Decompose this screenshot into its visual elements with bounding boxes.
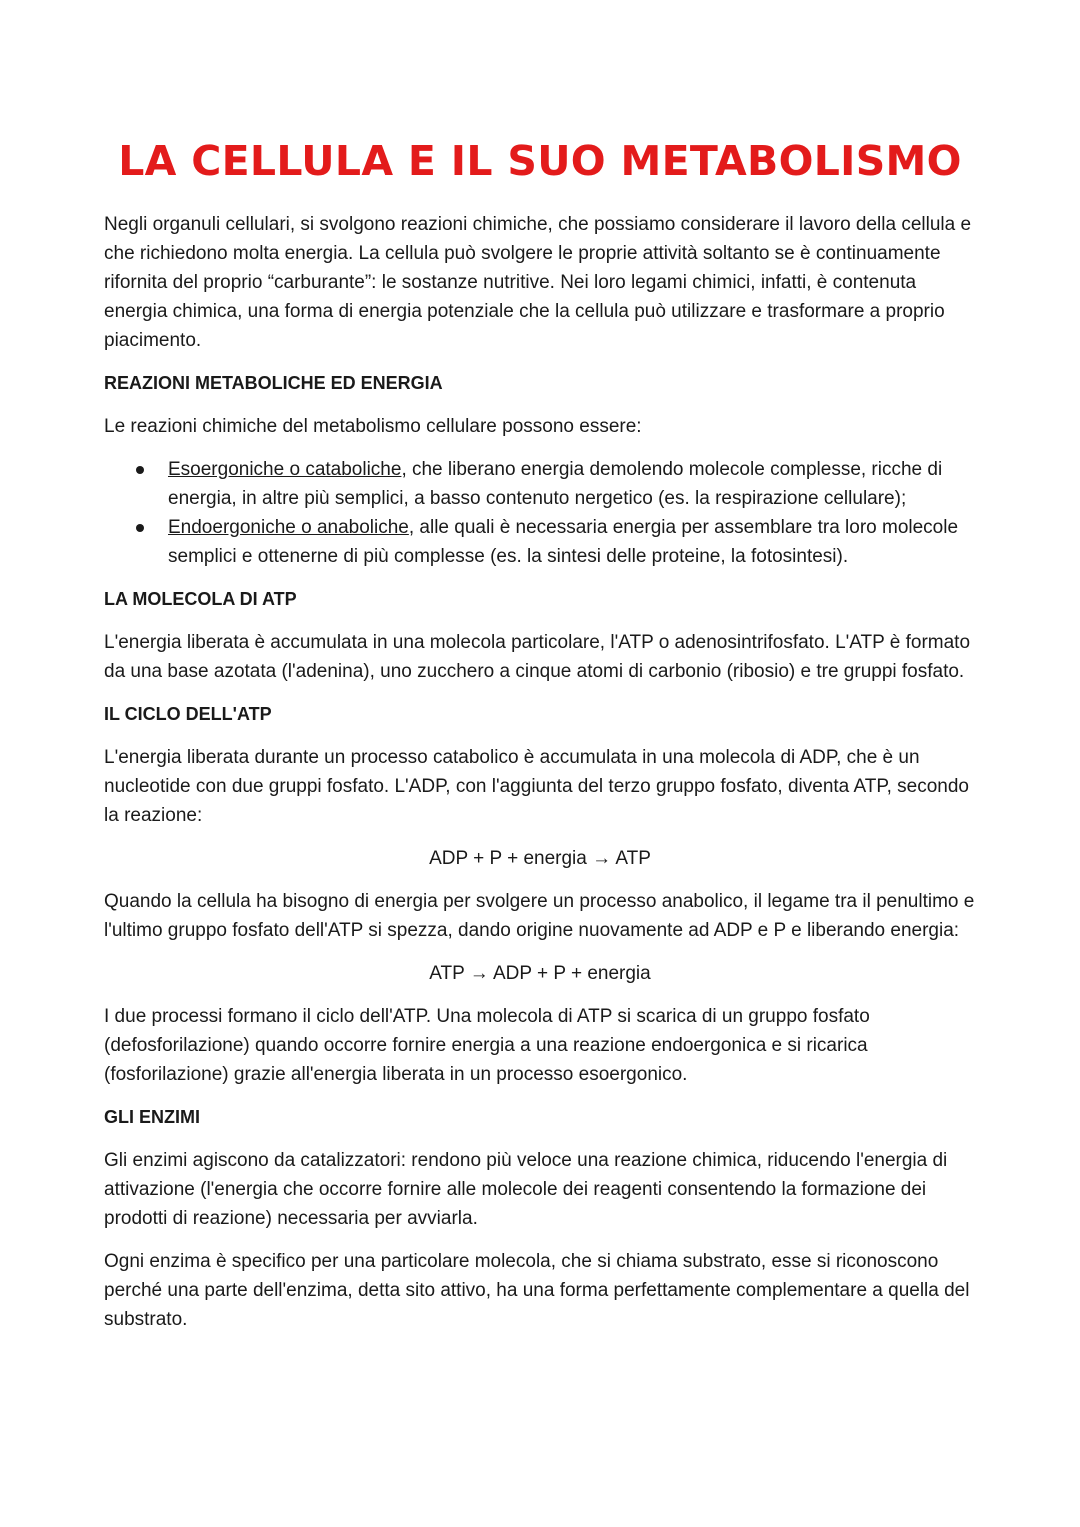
reaction-formula-1: ADP + P + energia → ATP [429,848,651,869]
intro-paragraph: Negli organuli cellulari, si svolgono reazioni chimiche, che possiamo considerare il lavoro della cellula e che richiedono molta energia. La cellula può svolgere le proprie attività soltanto se è continuamente rifornita del proprio “carburante”: le sostanze nutritive. Nei loro legami chimici, infatti, è contenuta energia chimica, una forma di energia potenziale che la cellula può utilizzare e trasformare a proprio piacimento. [104,214,972,351]
list-item [168,513,976,571]
paragraph-atp: L'energia liberata è accumulata in una molecola particolare, l'ATP o adenosintrifosfato. L'ATP è formato da una base azotata (l'adenina), uno zucchero a cinque atomi di carbonio (ribosio) e tre gruppi fosfato. [104,632,971,682]
page-title: LA CELLULA E IL SUO METABOLISMO [118,137,962,185]
paragraph-ciclo-1: L'energia liberata durante un processo catabolico è accumulata in una molecola di ADP, che è un nucleotide con due gruppi fosfato. L'ADP, con l'aggiunta del terzo gruppo fosfato, diventa ATP, secondo la reazione: [104,747,969,826]
bullet-icon [136,524,144,532]
section-heading-reazioni: REAZIONI METABOLICHE ED ENERGIA [104,373,443,393]
paragraph-enzimi-2: Ogni enzima è specifico per una particolare molecola, che si chiama substrato, esse si riconoscono perché una parte dell'enzima, detta sito attivo, ha una forma perfettamente complementare a quella del substrato. [104,1251,970,1330]
paragraph-enzimi-1: Gli enzimi agiscono da catalizzatori: rendono più veloce una reazione chimica, riducendo l'energia di attivazione (l'energia che occorre fornire alle molecole dei reagenti consentendo la formazione dei prodotti di reazione) necessaria per avviarla. [104,1150,948,1229]
list-item-text: , che liberano energia demolendo molecole complesse, ricche di energia, in altre più semplici, a basso contenuto nergetico (es. la respirazione cellulare); [168,459,943,509]
paragraph-ciclo-2: Quando la cellula ha bisogno di energia per svolgere un processo anabolico, il legame tra il penultimo e l'ultimo gruppo fosfato dell'ATP si spezza, dando origine nuovamente ad ADP e P e liberando energia: [104,891,975,941]
paragraph-ciclo-3: I due processi formano il ciclo dell'ATP. Una molecola di ATP si scarica di un gruppo fosfato (defosforilazione) quando occorre fornire energia a una reazione endoergonica e si ricarica (fosforilazione) grazie all'energia liberata in un processo esoergonico. [104,1006,870,1085]
section-heading-ciclo: IL CICLO DELL'ATP [104,704,272,724]
bullet-icon [136,466,144,474]
section-heading-enzimi: GLI ENZIMI [104,1107,200,1127]
list-item [168,455,976,513]
section-heading-atp: LA MOLECOLA DI ATP [104,589,297,609]
list-item-text: , alle quali è necessaria energia per assemblare tra loro molecole semplici e ottenerne di più complesse (es. la sintesi delle proteine, la fotosintesi). [168,517,959,567]
reaction-formula-2: ATP → ADP + P + energia [429,963,651,984]
section-lead-reazioni: Le reazioni chimiche del metabolismo cellulare possono essere: [104,416,642,437]
list-item-term: Endoergoniche o anaboliche [168,517,409,538]
list-item-term: Esoergoniche o cataboliche [168,459,402,480]
reaction-types-list [104,455,976,571]
